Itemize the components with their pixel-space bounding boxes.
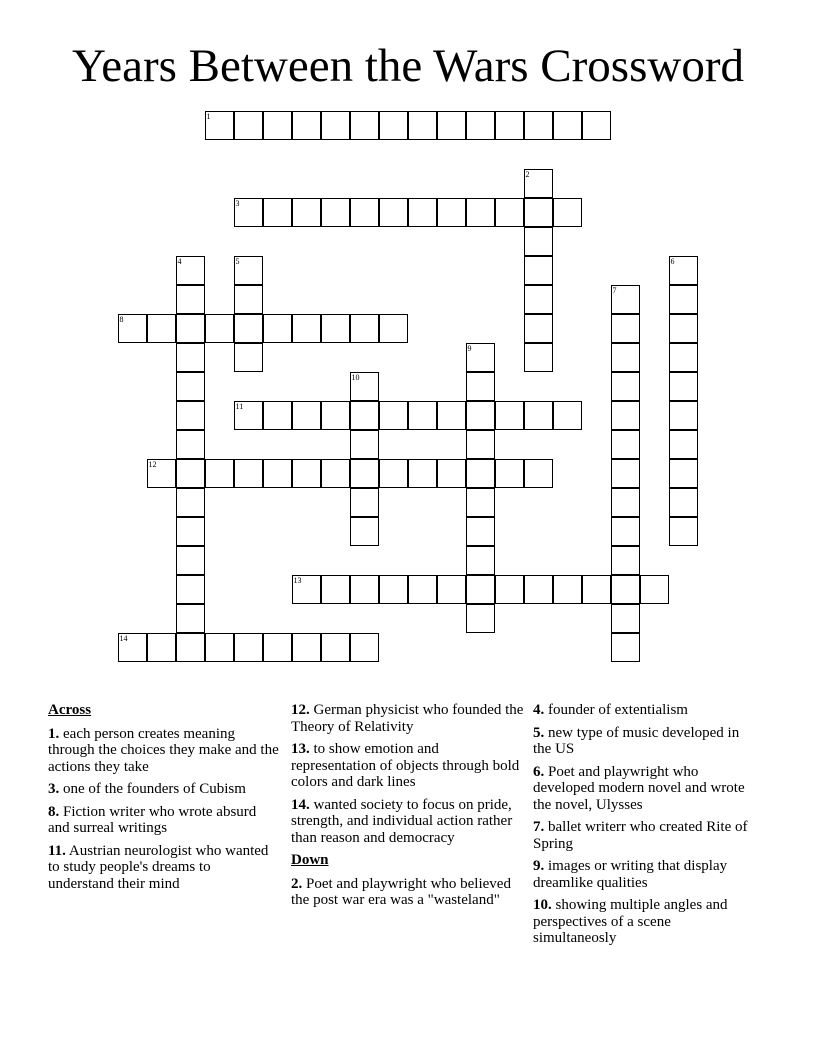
grid-cell[interactable] xyxy=(553,575,582,604)
clue-number: 8. xyxy=(48,803,60,820)
grid-cell[interactable] xyxy=(466,343,495,372)
clue-number: 12. xyxy=(291,702,310,718)
grid-cell[interactable] xyxy=(611,575,640,604)
grid-cell[interactable] xyxy=(176,488,205,517)
cell-number: 9 xyxy=(467,343,472,353)
grid-cell[interactable] xyxy=(466,488,495,517)
grid-cell[interactable] xyxy=(350,575,379,604)
grid-cell[interactable] xyxy=(234,111,263,140)
grid-cell[interactable] xyxy=(205,314,234,343)
grid-cell[interactable] xyxy=(263,633,292,662)
grid-cell[interactable] xyxy=(669,517,698,546)
grid-cell[interactable] xyxy=(669,488,698,517)
clue-text: to show emotion and representation of objects through bold colors and dark lines xyxy=(291,741,520,790)
clue-column-1 xyxy=(48,702,280,898)
grid-cell[interactable] xyxy=(408,575,437,604)
clue-down-9 xyxy=(533,858,748,891)
clue-number: 2. xyxy=(291,875,303,892)
grid-cell[interactable] xyxy=(205,111,234,140)
clue-text: images or writing that display dreamlike qualities xyxy=(533,858,728,891)
grid-cell[interactable] xyxy=(176,459,205,488)
clue-number: 3. xyxy=(48,781,60,797)
grid-cell[interactable] xyxy=(350,314,379,343)
grid-cell[interactable] xyxy=(234,633,263,662)
clue-across-3 xyxy=(48,781,280,798)
grid-cell[interactable] xyxy=(176,604,205,633)
grid-cell[interactable] xyxy=(466,459,495,488)
grid-cell[interactable] xyxy=(524,227,553,256)
grid-cell[interactable] xyxy=(611,459,640,488)
grid-cell[interactable] xyxy=(379,314,408,343)
grid-cell[interactable] xyxy=(350,401,379,430)
grid-cell[interactable] xyxy=(408,401,437,430)
grid-cell[interactable] xyxy=(234,256,263,285)
grid-cell[interactable] xyxy=(495,198,524,227)
clue-number: 1. xyxy=(48,725,60,742)
grid-cell[interactable] xyxy=(466,517,495,546)
grid-cell[interactable] xyxy=(437,198,466,227)
grid-cell[interactable] xyxy=(234,343,263,372)
grid-cell[interactable] xyxy=(466,401,495,430)
grid-cell[interactable] xyxy=(611,372,640,401)
grid-cell[interactable] xyxy=(466,546,495,575)
clue-text: Poet and playwright who believed the post war era was a "wasteland" xyxy=(291,875,511,908)
grid-cell[interactable] xyxy=(321,198,350,227)
down-heading: Down xyxy=(291,852,329,868)
grid-cell[interactable] xyxy=(408,198,437,227)
cell-number: 10 xyxy=(351,372,360,382)
clue-number: 11. xyxy=(48,842,66,859)
grid-cell[interactable] xyxy=(553,111,582,140)
clue-text: Fiction writer who wrote absurd and surreal writings xyxy=(48,803,257,836)
grid-cell[interactable] xyxy=(234,401,263,430)
grid-cell[interactable] xyxy=(466,372,495,401)
grid-cell[interactable] xyxy=(437,401,466,430)
clue-text: ballet writerr who created Rite of Spring xyxy=(533,819,748,852)
clue-text: one of the founders of Cubism xyxy=(63,781,246,797)
grid-cell[interactable] xyxy=(379,198,408,227)
grid-cell[interactable] xyxy=(176,343,205,372)
grid-cell[interactable] xyxy=(524,459,553,488)
clue-number: 4. xyxy=(533,702,545,718)
clue-number: 13. xyxy=(291,741,310,757)
grid-cell[interactable] xyxy=(611,285,640,314)
grid-cell[interactable] xyxy=(466,604,495,633)
clue-text: wanted society to focus on pride, strength, and individual action rather than reason and democracy xyxy=(291,796,513,846)
grid-cell[interactable] xyxy=(611,314,640,343)
grid-cell[interactable] xyxy=(582,111,611,140)
clue-number: 14. xyxy=(291,796,310,813)
grid-cell[interactable] xyxy=(495,401,524,430)
clue-down-2 xyxy=(291,876,527,909)
cell-number: 1 xyxy=(206,111,211,121)
grid-cell[interactable] xyxy=(408,459,437,488)
grid-cell[interactable] xyxy=(669,343,698,372)
grid-cell[interactable] xyxy=(176,517,205,546)
clue-number: 6. xyxy=(533,763,545,780)
clue-text: Poet and playwright who developed modern novel and wrote the novel, Ulysses xyxy=(533,763,745,813)
grid-cell[interactable] xyxy=(147,633,176,662)
grid-cell[interactable] xyxy=(321,633,350,662)
grid-cell[interactable] xyxy=(350,430,379,459)
grid-cell[interactable] xyxy=(176,633,205,662)
page-title: Years Between the Wars Crossword xyxy=(72,40,744,92)
grid-cell[interactable] xyxy=(553,198,582,227)
grid-cell[interactable] xyxy=(611,488,640,517)
grid-cell[interactable] xyxy=(611,401,640,430)
grid-cell[interactable] xyxy=(321,314,350,343)
grid-cell[interactable] xyxy=(524,343,553,372)
clue-number: 5. xyxy=(533,724,545,741)
clue-number: 9. xyxy=(533,858,545,874)
grid-cell[interactable] xyxy=(379,111,408,140)
clue-down-6 xyxy=(533,764,748,814)
clue-down-10 xyxy=(533,897,748,947)
grid-cell[interactable] xyxy=(466,111,495,140)
clue-text: each person creates meaning through the choices they make and the actions they take xyxy=(48,725,279,775)
grid-cell[interactable] xyxy=(582,575,611,604)
grid-cell[interactable] xyxy=(263,459,292,488)
grid-cell[interactable] xyxy=(176,546,205,575)
cell-number: 7 xyxy=(612,285,617,295)
clue-text: new type of music developed in the US xyxy=(533,724,740,757)
grid-cell[interactable] xyxy=(263,314,292,343)
grid-cell[interactable] xyxy=(669,401,698,430)
across-heading: Across xyxy=(48,702,92,718)
grid-cell[interactable] xyxy=(611,430,640,459)
grid-cell[interactable] xyxy=(379,401,408,430)
clue-across-11 xyxy=(48,843,280,893)
clue-across-14 xyxy=(291,797,527,847)
cell-number: 6 xyxy=(670,256,675,266)
grid-cell[interactable] xyxy=(524,256,553,285)
grid-cell[interactable] xyxy=(524,401,553,430)
grid-cell[interactable] xyxy=(611,343,640,372)
grid-cell[interactable] xyxy=(669,372,698,401)
grid-cell[interactable] xyxy=(669,430,698,459)
grid-cell[interactable] xyxy=(466,198,495,227)
grid-cell[interactable] xyxy=(669,285,698,314)
grid-cell[interactable] xyxy=(147,314,176,343)
grid-cell[interactable] xyxy=(466,430,495,459)
grid-cell[interactable] xyxy=(669,459,698,488)
cell-number: 2 xyxy=(525,169,530,179)
clue-number: 10. xyxy=(533,897,552,913)
grid-cell[interactable] xyxy=(321,111,350,140)
grid-cell[interactable] xyxy=(611,633,640,662)
clue-text: founder of extentialism xyxy=(548,702,688,718)
cell-number: 11 xyxy=(235,401,244,411)
grid-cell[interactable] xyxy=(350,111,379,140)
grid-cell[interactable] xyxy=(524,169,553,198)
grid-cell[interactable] xyxy=(524,198,553,227)
grid-cell[interactable] xyxy=(611,517,640,546)
grid-cell[interactable] xyxy=(350,372,379,401)
cell-number: 8 xyxy=(119,314,124,324)
clue-across-1 xyxy=(48,726,280,776)
clue-column-3 xyxy=(533,702,748,953)
grid-cell[interactable] xyxy=(205,633,234,662)
grid-cell[interactable] xyxy=(147,459,176,488)
grid-cell[interactable] xyxy=(263,401,292,430)
clue-number: 7. xyxy=(533,819,545,835)
grid-cell[interactable] xyxy=(524,111,553,140)
grid-cell[interactable] xyxy=(611,604,640,633)
grid-cell[interactable] xyxy=(350,488,379,517)
grid-cell[interactable] xyxy=(524,314,553,343)
grid-cell[interactable] xyxy=(176,430,205,459)
grid-cell[interactable] xyxy=(437,111,466,140)
clue-down-4 xyxy=(533,702,748,719)
grid-cell[interactable] xyxy=(379,459,408,488)
grid-cell[interactable] xyxy=(524,285,553,314)
clue-down-7 xyxy=(533,819,748,852)
grid-cell[interactable] xyxy=(292,111,321,140)
grid-cell[interactable] xyxy=(292,198,321,227)
grid-cell[interactable] xyxy=(611,546,640,575)
grid-cell[interactable] xyxy=(495,459,524,488)
grid-cell[interactable] xyxy=(234,459,263,488)
cell-number: 12 xyxy=(148,459,157,469)
grid-cell[interactable] xyxy=(321,459,350,488)
grid-cell[interactable] xyxy=(234,285,263,314)
grid-cell[interactable] xyxy=(321,575,350,604)
grid-cell[interactable] xyxy=(669,256,698,285)
clue-text: showing multiple angles and perspectives of a scene simultaneosly xyxy=(533,897,728,946)
grid-cell[interactable] xyxy=(176,575,205,604)
grid-cell[interactable] xyxy=(176,372,205,401)
grid-cell[interactable] xyxy=(263,198,292,227)
grid-cell[interactable] xyxy=(205,459,234,488)
grid-cell[interactable] xyxy=(379,575,408,604)
clue-across-12 xyxy=(291,702,527,735)
cell-number: 13 xyxy=(293,575,302,585)
clue-column-2 xyxy=(291,702,527,915)
grid-cell[interactable] xyxy=(350,198,379,227)
clue-across-13 xyxy=(291,741,527,791)
grid-cell[interactable] xyxy=(118,633,147,662)
grid-cell[interactable] xyxy=(553,401,582,430)
grid-cell[interactable] xyxy=(321,401,350,430)
grid-cell[interactable] xyxy=(292,401,321,430)
grid-cell[interactable] xyxy=(669,314,698,343)
grid-cell[interactable] xyxy=(176,401,205,430)
grid-cell[interactable] xyxy=(234,198,263,227)
grid-cell[interactable] xyxy=(640,575,669,604)
grid-cell[interactable] xyxy=(176,256,205,285)
grid-cell[interactable] xyxy=(437,459,466,488)
grid-cell[interactable] xyxy=(350,459,379,488)
grid-cell[interactable] xyxy=(350,517,379,546)
grid-cell[interactable] xyxy=(524,575,553,604)
grid-cell[interactable] xyxy=(292,633,321,662)
grid-cell[interactable] xyxy=(292,459,321,488)
cell-number: 3 xyxy=(235,198,240,208)
grid-cell[interactable] xyxy=(408,111,437,140)
grid-cell[interactable] xyxy=(292,575,321,604)
grid-cell[interactable] xyxy=(466,575,495,604)
grid-cell[interactable] xyxy=(118,314,147,343)
grid-cell[interactable] xyxy=(234,314,263,343)
grid-cell[interactable] xyxy=(495,111,524,140)
grid-cell[interactable] xyxy=(495,575,524,604)
clue-down-5 xyxy=(533,725,748,758)
clue-text: German physicist who founded the Theory of Relativity xyxy=(291,702,524,735)
cell-number: 5 xyxy=(235,256,240,266)
clue-across-8 xyxy=(48,804,280,837)
clue-text: Austrian neurologist who wanted to study people's dreams to understand their mind xyxy=(48,842,269,892)
grid-cell[interactable] xyxy=(437,575,466,604)
grid-cell[interactable] xyxy=(176,285,205,314)
grid-cell[interactable] xyxy=(350,633,379,662)
grid-cell[interactable] xyxy=(263,111,292,140)
grid-cell[interactable] xyxy=(176,314,205,343)
cell-number: 4 xyxy=(177,256,182,266)
grid-cell[interactable] xyxy=(292,314,321,343)
cell-number: 14 xyxy=(119,633,128,643)
